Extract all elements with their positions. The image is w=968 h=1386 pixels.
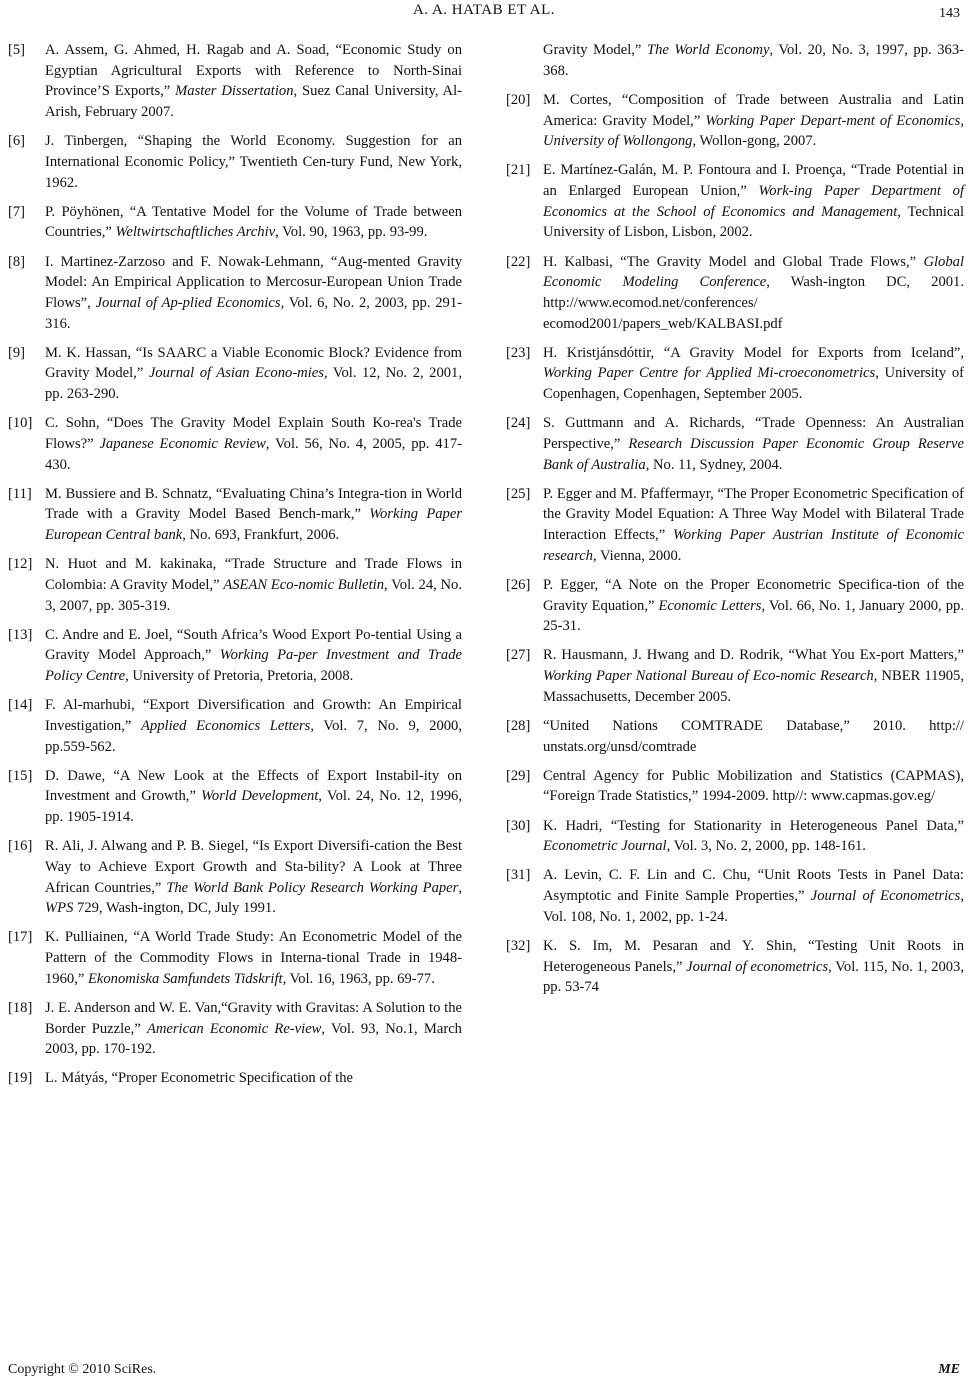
reference-segment: M. K. Hassan, “Is SAARC a Viable Economic Block? Evidence from Gravity Model,” xyxy=(45,344,462,382)
reference-segment: Central Agency for Public Mobilization and Statistics (CAPMAS), “Foreign Trade Statistics,” 1994-2009. http//: www.capmas.gov.eg/ xyxy=(543,767,964,805)
reference-entry xyxy=(506,865,964,927)
reference-segment: P. Egger and M. Pfaffermayr, “The Proper Econometric Specification of the Gravity Model Equation: A Three Way Model with Bilateral Trade Interaction Effects,” xyxy=(543,485,964,544)
reference-number: [18] xyxy=(8,999,33,1016)
reference-entry xyxy=(506,413,964,475)
reference-entry xyxy=(8,766,462,828)
reference-entry xyxy=(506,40,964,81)
reference-text xyxy=(543,716,964,757)
reference-italic-segment: Working Paper Centre for Applied Mi-croeconometrics xyxy=(543,365,876,382)
reference-segment: , No. 11, Sydney, 2004. xyxy=(645,456,783,473)
reference-text xyxy=(543,865,964,927)
reference-number: [22] xyxy=(506,253,531,270)
reference-entry xyxy=(506,766,964,807)
reference-text xyxy=(45,625,462,687)
reference-italic-segment: The World Bank Policy Research Working Paper xyxy=(166,879,459,896)
reference-italic-segment: WPS xyxy=(45,900,74,917)
reference-segment: , Vol. 24, No. 12, 1996, pp. 1905-1914. xyxy=(45,788,463,826)
reference-segment: , Vol. 12, No. 2, 2001, pp. 263-290. xyxy=(45,365,462,403)
reference-number: [17] xyxy=(8,929,33,946)
reference-entry xyxy=(8,131,462,193)
reference-number: [9] xyxy=(8,344,26,361)
reference-segment: , Vol. 3, No. 2, 2000, pp. 148-161. xyxy=(666,838,866,855)
reference-text xyxy=(45,252,462,335)
reference-segment: N. Huot and M. kakinaka, “Trade Structure and Trade Flows in Colombia: A Gravity Model,” xyxy=(45,556,462,593)
reference-text xyxy=(543,766,964,807)
reference-text xyxy=(543,645,964,707)
reference-text xyxy=(45,131,462,193)
reference-number: [30] xyxy=(506,817,531,834)
reference-italic-segment: Applied Economics Letters xyxy=(141,717,311,734)
reference-segment: L. Mátyás, “Proper Econometric Specification of the xyxy=(45,1070,353,1087)
reference-segment: , University of Copenhagen, Copenhagen, September 2005. xyxy=(543,365,964,403)
reference-italic-segment: Japanese Economic Review xyxy=(99,435,266,452)
reference-segment: , Technical University of Lisbon, Lisbon, 2002. xyxy=(543,203,964,241)
reference-segment: , Vol. 20, No. 3, 1997, pp. 363-368. xyxy=(543,42,964,79)
reference-segment: , Vol. 7, No. 9, 2000, pp.559-562. xyxy=(45,717,462,755)
reference-entry xyxy=(8,554,462,616)
reference-text xyxy=(45,836,462,919)
reference-number: [29] xyxy=(506,767,531,784)
reference-segment: , Wollon-gong, 2007. xyxy=(692,133,817,150)
reference-number: [5] xyxy=(8,42,26,58)
reference-entry xyxy=(8,695,462,757)
reference-text xyxy=(45,413,462,475)
reference-entry xyxy=(8,625,462,687)
reference-segment: , Vienna, 2000. xyxy=(592,547,682,564)
reference-text xyxy=(45,40,462,123)
reference-segment: Gravity Model,” xyxy=(543,42,647,58)
reference-text xyxy=(45,1068,462,1089)
reference-italic-segment: Working Paper Depart-ment of Economics, University of Wollongong xyxy=(543,112,964,150)
reference-segment: S. Guttmann and A. Richards, “Trade Openness: An Australian Perspective,” xyxy=(543,415,964,452)
reference-italic-segment: Weltwirtschaftliches Archiv xyxy=(115,224,276,241)
reference-segment: , Wash-ington DC, 2001. http://www.ecomod.net/conferences/ ecomod2001/papers_web/KALBASI.pdf xyxy=(543,274,964,332)
reference-segment: K. Hadri, “Testing for Stationarity in Heterogeneous Panel Data,” xyxy=(543,817,964,834)
reference-text xyxy=(543,252,964,335)
reference-text xyxy=(45,484,462,546)
reference-segment: , xyxy=(458,879,462,896)
reference-entry xyxy=(506,484,964,567)
reference-text xyxy=(543,160,964,243)
reference-text xyxy=(45,927,462,989)
reference-segment: , Vol. 93, No.1, March 2003, pp. 170-192. xyxy=(45,1020,462,1058)
reference-number: [6] xyxy=(8,133,26,150)
reference-text xyxy=(543,40,964,81)
reference-segment: C. Sohn, “Does The Gravity Model Explain South Ko-rea's Trade Flows?” xyxy=(45,415,462,452)
reference-italic-segment: Ekonomiska Samfundets Tidskrift xyxy=(87,970,283,987)
reference-number: [25] xyxy=(506,485,531,502)
reference-number: [27] xyxy=(506,647,531,664)
reference-segment: , Vol. 90, 1963, pp. 93-99. xyxy=(275,224,428,241)
reference-entry xyxy=(506,252,964,335)
reference-entry xyxy=(8,413,462,475)
reference-number: [10] xyxy=(8,415,33,432)
reference-italic-segment: Journal of Ap-plied Economics xyxy=(95,294,281,311)
reference-number: [15] xyxy=(8,767,33,784)
reference-entry xyxy=(8,40,462,123)
reference-text xyxy=(543,413,964,475)
reference-italic-segment: Working Pa-per Investment and Trade Policy Centre xyxy=(45,647,462,685)
reference-entry xyxy=(506,936,964,998)
reference-number xyxy=(506,40,543,81)
references-right-column xyxy=(506,40,964,1006)
reference-italic-segment: Working Paper European Central bank xyxy=(45,506,463,544)
reference-segment: , No. 693, Frankfurt, 2006. xyxy=(182,527,340,544)
reference-segment: M. Cortes, “Composition of Trade between Australia and Latin America: Gravity Model,” xyxy=(543,91,964,129)
reference-segment: , Vol. 16, 1963, pp. 69-77. xyxy=(282,970,435,987)
reference-entry xyxy=(8,343,462,405)
reference-segment: F. Al-marhubi, “Export Diversification and Growth: An Empirical Investigation,” xyxy=(45,697,462,734)
reference-italic-segment: Economic Letters xyxy=(658,597,762,614)
reference-entry xyxy=(8,836,462,919)
reference-segment: , Suez Canal University, Al-Arish, February 2007. xyxy=(45,83,463,121)
running-header xyxy=(0,2,968,22)
reference-segment: 729, Wash-ington, DC, July 1991. xyxy=(73,900,276,917)
reference-segment: A. Assem, G. Ahmed, H. Ragab and A. Soad, “Economic Study on Egyptian Agricultural Exports with Reference to North-Sinai Province’S Exports,” xyxy=(45,42,462,100)
reference-segment: , Vol. 24, No. 3, 2007, pp. 305-319. xyxy=(45,576,463,614)
reference-segment: , Vol. 108, No. 1, 2002, pp. 1-24. xyxy=(543,888,964,925)
reference-entry xyxy=(506,160,964,243)
reference-text xyxy=(543,343,964,405)
reference-segment: , Vol. 6, No. 2, 2003, pp. 291-316. xyxy=(45,294,462,332)
reference-italic-segment: Working Paper Austrian Institute of Economic research xyxy=(543,527,964,564)
reference-segment: C. Andre and E. Joel, “South Africa’s Wood Export Po-tential Using a Gravity Model Approach,” xyxy=(45,626,462,664)
reference-italic-segment: Master Dissertation xyxy=(175,83,294,100)
reference-text xyxy=(543,816,964,857)
reference-segment: M. Bussiere and B. Schnatz, “Evaluating China’s Integra-tion in World Trade with a Gravity Model Based Bench-mark,” xyxy=(45,485,462,523)
reference-number: [24] xyxy=(506,415,531,432)
reference-text xyxy=(45,343,462,405)
reference-segment: P. Pöyhönen, “A Tentative Model for the Volume of Trade between Countries,” xyxy=(45,203,462,241)
reference-text xyxy=(45,554,462,616)
reference-italic-segment: Journal of Asian Econo-mies xyxy=(148,365,324,382)
reference-number: [7] xyxy=(8,203,26,220)
reference-entry xyxy=(8,484,462,546)
page-number: 143 xyxy=(939,6,960,21)
reference-italic-segment: The World Economy xyxy=(646,42,770,58)
reference-entry xyxy=(506,343,964,405)
reference-segment: I. Martinez-Zarzoso and F. Nowak-Lehmann, “Aug-mented Gravity Model: An Empirical Application to Mercosur-European Union Trade Flows”, xyxy=(45,253,462,311)
reference-number: [13] xyxy=(8,626,33,643)
reference-entry xyxy=(8,202,462,243)
reference-segment: J. Tinbergen, “Shaping the World Economy. Suggestion for an International Economic Policy,” Twentieth Cen-tury Fund, New York, 1962. xyxy=(45,133,462,191)
reference-number: [11] xyxy=(8,485,32,502)
reference-entry xyxy=(506,90,964,152)
copyright-notice: Copyright © 2010 SciRes. xyxy=(8,1362,157,1377)
reference-segment: A. Levin, C. F. Lin and C. Chu, “Unit Roots Tests in Panel Data: Asymptotic and Finite Sample Properties,” xyxy=(543,867,964,904)
reference-segment: J. E. Anderson and W. E. Van,“Gravity with Gravitas: A Solution to the Border Puzzle,” xyxy=(45,999,462,1037)
reference-number: [20] xyxy=(506,91,531,108)
references-left-column xyxy=(8,40,462,1098)
reference-italic-segment: ASEAN Eco-nomic Bulletin xyxy=(223,576,385,593)
reference-italic-segment: Work-ing Paper Department of Economics at the School of Economics and Management xyxy=(543,183,965,220)
reference-text xyxy=(543,484,964,567)
reference-text xyxy=(45,695,462,757)
reference-segment: R. Ali, J. Alwang and P. B. Siegel, “Is Export Diversifi-cation the Best Way to Achieve Export Growth and Sta-bility? A Look at Three African Countries,” xyxy=(45,838,462,896)
reference-segment: K. Pulliainen, “A World Trade Study: An Econometric Model of the Pattern of the Commodity Flows in Interna-tional Trade in 1948-1960,” xyxy=(45,929,462,987)
reference-segment: , University of Pretoria, Pretoria, 2008. xyxy=(125,668,354,685)
reference-segment: H. Kristjánsdóttir, “A Gravity Model for Exports from Iceland”, xyxy=(543,344,964,361)
reference-text xyxy=(543,936,964,998)
reference-segment: K. S. Im, M. Pesaran and Y. Shin, “Testing Unit Roots in Heterogeneous Panels,” xyxy=(543,937,964,975)
journal-abbreviation: ME xyxy=(938,1362,960,1377)
reference-number: [32] xyxy=(506,937,531,954)
reference-segment: R. Hausmann, J. Hwang and D. Rodrik, “What You Ex-port Matters,” xyxy=(543,647,964,664)
reference-entry xyxy=(506,716,964,757)
reference-number: [21] xyxy=(506,162,531,179)
reference-segment: , Vol. 66, No. 1, January 2000, pp. 25-31. xyxy=(543,597,964,635)
reference-entry xyxy=(8,998,462,1060)
reference-segment: , Vol. 115, No. 1, 2003, pp. 53-74 xyxy=(543,958,964,996)
reference-text xyxy=(45,998,462,1060)
reference-number: [8] xyxy=(8,253,26,270)
running-title: A. A. HATAB ET AL. xyxy=(412,2,556,18)
reference-text xyxy=(543,90,964,152)
reference-italic-segment: World Development xyxy=(201,788,319,805)
reference-entry xyxy=(8,1068,462,1089)
reference-segment: E. Martínez-Galán, M. P. Fontoura and I. Proença, “Trade Potential in an Enlarged European Union,” xyxy=(543,162,964,199)
reference-number: [12] xyxy=(8,556,33,573)
reference-segment: D. Dawe, “A New Look at the Effects of Export Instabil-ity on Investment and Growth,” xyxy=(45,767,462,805)
reference-number: [14] xyxy=(8,697,33,714)
reference-number: [31] xyxy=(506,867,531,884)
reference-italic-segment: Econometric Journal xyxy=(543,838,667,855)
reference-entry xyxy=(8,252,462,335)
reference-segment: P. Egger, “A Note on the Proper Econometric Specifica-tion of the Gravity Equation,” xyxy=(543,576,964,614)
reference-segment: , Vol. 56, No. 4, 2005, pp. 417-430. xyxy=(45,435,462,473)
reference-segment: H. Kalbasi, “The Gravity Model and Global Trade Flows,” xyxy=(543,253,924,270)
reference-number: [26] xyxy=(506,576,531,593)
reference-number: [19] xyxy=(8,1070,33,1087)
reference-text xyxy=(45,766,462,828)
reference-number: [16] xyxy=(8,838,33,855)
reference-italic-segment: Global Economic Modeling Conference xyxy=(543,253,964,291)
reference-segment: , NBER 11905, Massachusetts, December 2005. xyxy=(543,668,964,705)
reference-segment: “United Nations COMTRADE Database,” 2010. http:// unstats.org/unsd/comtrade xyxy=(543,717,964,755)
reference-entry xyxy=(506,645,964,707)
reference-text xyxy=(543,575,964,637)
reference-text xyxy=(45,202,462,243)
reference-number: [23] xyxy=(506,344,531,361)
reference-italic-segment: Journal of Econometrics xyxy=(810,888,961,904)
reference-entry xyxy=(506,575,964,637)
reference-number: [28] xyxy=(506,717,531,734)
reference-entry xyxy=(8,927,462,989)
reference-italic-segment: Research Discussion Paper Economic Group Reserve Bank of Australia xyxy=(543,435,964,473)
reference-entry xyxy=(506,816,964,857)
reference-italic-segment: American Economic Re-view xyxy=(146,1020,322,1037)
reference-italic-segment: Working Paper National Bureau of Eco-nomic Research xyxy=(543,668,874,685)
reference-italic-segment: Journal of econometrics xyxy=(686,958,829,975)
page-footer xyxy=(0,1362,968,1382)
